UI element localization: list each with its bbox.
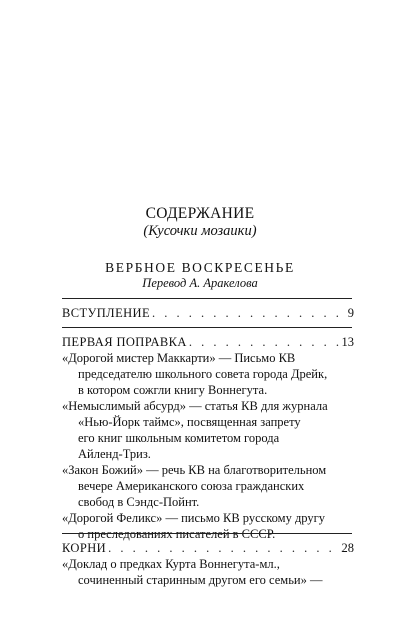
toc-subentry — [62, 556, 362, 588]
toc-entry-first-amendment — [62, 334, 354, 350]
dot-leader — [187, 334, 342, 350]
subentry-line: «Доклад о предках Курта Воннегута-мл., — [62, 557, 280, 571]
divider-rule — [62, 533, 352, 534]
toc-subentry — [62, 398, 362, 462]
toc-entry-title: ВСТУПЛЕНИЕ — [62, 306, 150, 320]
subentry-line: «Дорогой Феликс» — письмо КВ русскому другу — [62, 511, 326, 525]
toc-page-number: 13 — [341, 335, 354, 349]
subentry-line: о преследованиях писателей в СССР. — [78, 527, 276, 541]
subentry-line: Айленд-Триз. — [78, 447, 151, 461]
toc-subentry — [62, 350, 362, 398]
translator-credit: Перевод А. Аракелова — [142, 276, 258, 290]
toc-subentry — [62, 510, 362, 542]
subentry-line: «Дорогой мистер Маккарти» — Письмо КВ — [62, 351, 296, 365]
dot-leader — [106, 540, 341, 556]
divider-rule — [62, 298, 352, 299]
subentry-line: в котором сожгли книгу Воннегута. — [78, 383, 268, 397]
subentry-line: председателю школьного совета города Дрейк, — [78, 367, 328, 381]
toc-subentry — [62, 462, 362, 510]
divider-rule — [62, 327, 352, 328]
book-title: ВЕРБНОЕ ВОСКРЕСЕНЬЕ — [105, 260, 295, 275]
subentry-line: сочиненный старинным другом его семьи» — — [78, 573, 323, 587]
subentry-line: свобод в Сэндс-Пойнт. — [78, 495, 200, 509]
toc-entry-introduction — [62, 305, 354, 321]
toc-entry-title: ПЕРВАЯ ПОПРАВКА — [62, 335, 187, 349]
subentry-line: его книг школьным комитетом города — [78, 431, 280, 445]
toc-entry-title: КОРНИ — [62, 541, 107, 555]
dot-leader — [150, 305, 348, 321]
subentry-line: «Закон Божий» — речь КВ на благотворительном — [62, 463, 327, 477]
subentry-line: «Немыслимый абсурд» — статья КВ для журнала — [62, 399, 328, 413]
contents-subheading: (Кусочки мозаики) — [143, 223, 257, 239]
contents-heading: СОДЕРЖАНИЕ — [145, 205, 255, 222]
toc-page-number: 28 — [341, 541, 354, 555]
subentry-line: вечере Американского союза гражданских — [78, 479, 305, 493]
toc-entry-roots — [62, 540, 354, 556]
subentry-line: «Нью-Йорк таймс», посвященная запрету — [78, 415, 301, 429]
toc-page-number: 9 — [347, 306, 354, 320]
